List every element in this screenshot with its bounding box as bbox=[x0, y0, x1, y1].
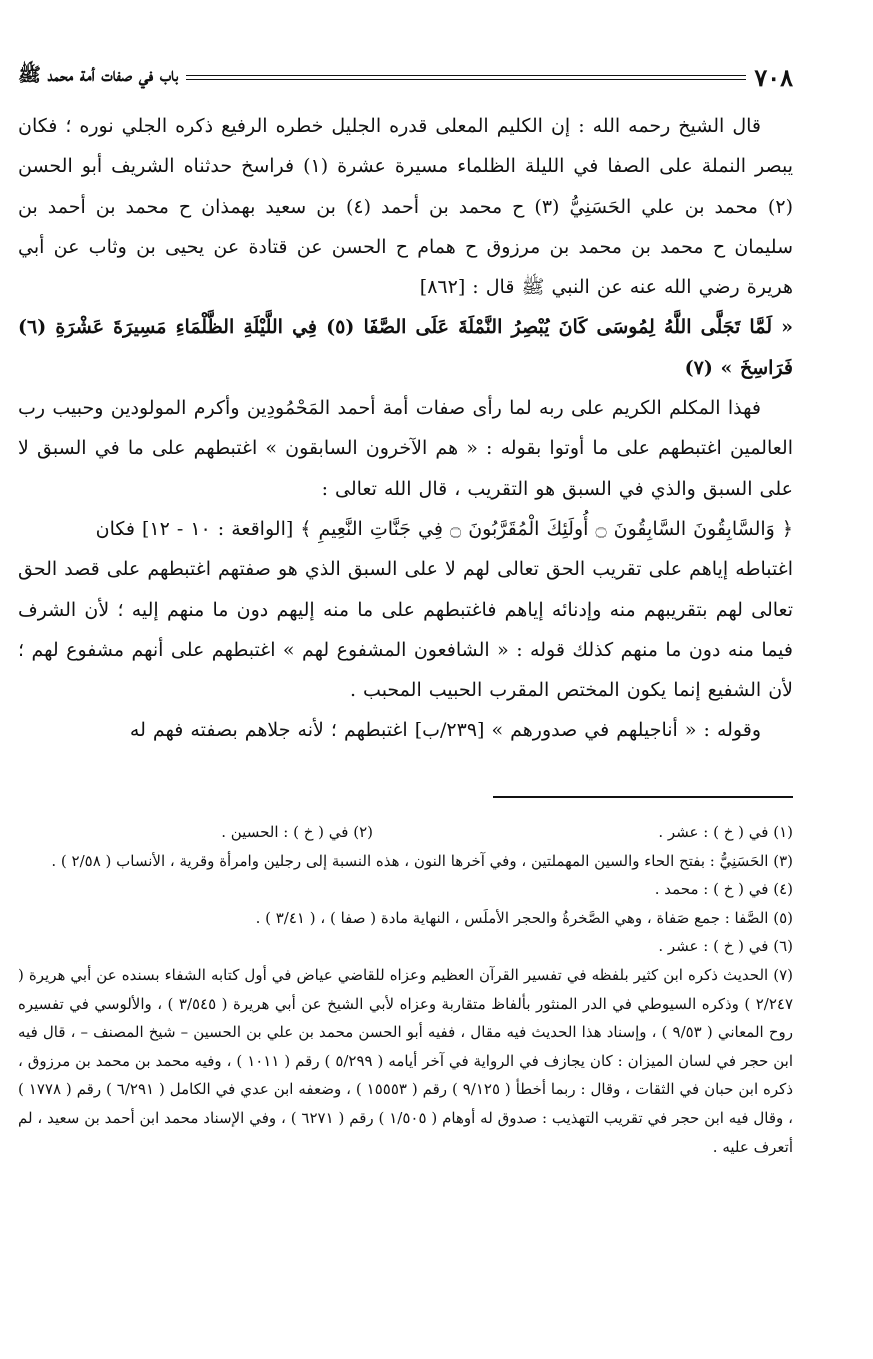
main-text bbox=[18, 106, 793, 751]
footnote-row bbox=[18, 818, 793, 847]
footnote-2: (٢) في ( خ ) : الحسين . bbox=[221, 823, 373, 841]
running-header bbox=[18, 60, 793, 94]
footnote-separator bbox=[493, 796, 793, 798]
header-rule bbox=[186, 75, 746, 80]
footnote-7: (٧) الحديث ذكره ابن كثير بلفظه في تفسير القرآن العظيم وعزاه للقاضي عياض في أول كتابه الشفاء بسنده عن أبي هريرة ( ٢/٢٤٧ ) وذكره السيوطي في الدر المنثور بألفاظ متقاربة وعزاه لأبي الشيخ عن أبي هريرة ( ٣/٥٤٥ ) ، والألوسي في تفسيره روح المعاني ( ٩/٥٣ ) ، وإسناد هذا الحديث فيه مقال ، ففيه أبو الحسن محمد بن علي بن الحسين – شيخ المصنف – ، قال فيه ابن حجر في لسان الميزان : كان يجازف في الرواية في آخر أيامه ( ٥/٢٩٩ ) رقم ( ١٠١١ ) ، وفيه محمد بن محمد بن مرزوق ، ذكره ابن حبان في الثقات ، وقال : ربما أخطأ ( ٩/١٢٥ ) رقم ( ١٥٥٥٣ ) ، وضعفه ابن عدي في الكامل ( ٦/٢٩١ ) رقم ( ١٧٧٨ ) ، وقال فيه ابن حجر في تقريب التهذيب : صدوق له أوهام ( ١/٥٠٥ ) رقم ( ٦٢٧١ ) ، وفي الإسناد محمد ابن أحمد بن سعيد ، لم أتعرف عليه . bbox=[18, 965, 793, 1156]
footnote-4: (٤) في ( خ ) : محمد . bbox=[654, 880, 793, 899]
paragraph-intro: قال الشيخ رحمه الله : إن الكليم المعلى قدره الجليل خطره الرفيع ذكره الجلي نوره ؛ فكان يبصر النملة على الصفا في الليلة الظلماء مسيرة عشرة (١) فراسخ حدثناه الشريف أبو الحسن (٢) محمد بن علي الحَسَنِيُّ (٣) ح محمد بن أحمد (٤) بن سعيد بهمذان ح محمد بن أحمد بن سليمان ح محمد بن محمد بن مرزوق ح همام ح الحسن عن قتادة عن يحيى بن وثاب عن أبي هريرة رضي الله عنه عن النبي ﷺ قال : [٨٦٢] bbox=[18, 115, 793, 299]
paragraph-last: وقوله : « أناجيلهم في صدورهم » [٢٣٩/ب] اغتبطهم ؛ لأنه جلاهم بصفته فهم له bbox=[129, 719, 761, 742]
footnote-3: (٣) الحَسَنِيُّ : بفتح الحاء والسين المهملتين ، وفي آخرها النون ، هذه النسبة إلى رجلين وامرأة وقرية ، الأنساب ( ٢/٥٨ ) . bbox=[51, 851, 793, 870]
book-page bbox=[18, 40, 793, 1340]
quran-verse: ﴿ وَالسَّابِقُونَ السَّابِقُونَ ۝ أُولَئِكَ الْمُقَرَّبُونَ ۝ فِي جَنَّاتِ النَّعِيمِ ﴾ [الواقعة : ١٠ - ١٢] فكان bbox=[95, 517, 793, 540]
footnotes bbox=[18, 818, 793, 1161]
footnote-1: (١) في ( خ ) : عشر . bbox=[658, 823, 793, 841]
paragraph-commentary: فهذا المكلم الكريم على ربه لما رأى صفات أمة أحمد المَحْمُودِين وأكرم المولودين وحبيب رب العالمين اغتبطهم على ما أوتوا بقوله : « هم الآخرون السابقون » اغتبطهم على ما في السبق لا على السبق والذي في السبق هو التقريب ، قال الله تعالى : bbox=[18, 397, 793, 500]
chapter-title: باب في صفات أمة محمد ﷺ bbox=[18, 64, 179, 86]
hadith-text: « لَمَّا تَجَلَّى اللَّهُ لِمُوسَى كَانَ يُبْصِرُ النَّمْلَةَ عَلَى الصَّفَا (٥) فِي اللَّيْلَةِ الظَّلْمَاءِ مَسِيرَةَ عَشْرَةِ (٦) فَرَاسِخَ » (٧) bbox=[18, 316, 793, 379]
footnote-6: (٦) في ( خ ) : عشر . bbox=[658, 937, 793, 956]
paragraph-explanation: اغتباطه إياهم على تقريب الحق تعالى لهم لا على السبق الذي هو صفتهم اغتبطهم على قصد الحق تعالى لهم بتقريبهم منه وإدنائه إياهم فاغتبطهم على ما منه إليهم دون ما منهم إليه ؛ لأن الشرف فيما منه دون ما منهم كذلك قوله : « الشافعون المشفوع لهم » اغتبطهم على أنهم مشفوع لهم ؛ لأن الشفيع إنما يكون المختص المقرب الحبيب المحبب . bbox=[18, 558, 793, 702]
footnote-5: (٥) الصَّفا : جمع صَفاة ، وهي الصَّخرةُ والحجر الأملَس ، النهاية مادة ( صفا ) ، ( ٣/٤١ ) . bbox=[255, 908, 793, 927]
page-number: ٧٠٨ bbox=[754, 62, 793, 92]
